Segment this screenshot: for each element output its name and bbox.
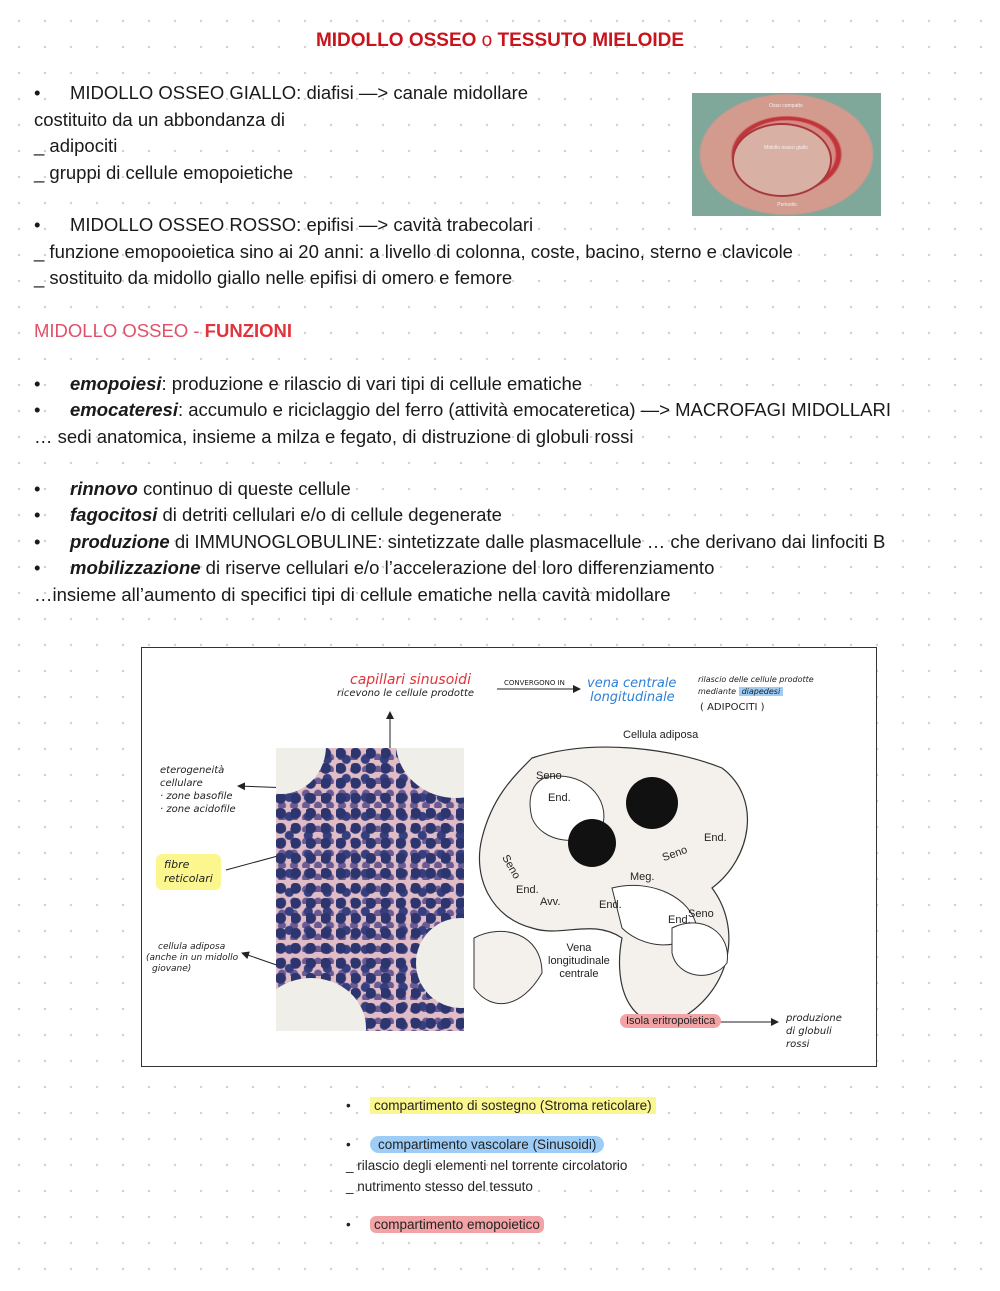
function-item xyxy=(34,478,351,500)
function-text: : accumulo e riciclaggio del ferro (attività emocateretica) —> MACROFAGI MIDOLLARI xyxy=(177,399,891,420)
bullet: • xyxy=(34,557,41,578)
schema-isola-eritropoietica: Isola eritropoietica xyxy=(620,1014,721,1028)
fibre-line: reticolari xyxy=(164,872,213,885)
functions2-note: …insieme all’aumento di specifici tipi di cellule ematiche nella cavità midollare xyxy=(34,584,671,605)
rosso-heading xyxy=(34,214,533,236)
schema-avv: Avv. xyxy=(540,896,561,908)
bullet: • xyxy=(34,399,41,420)
produzione-label xyxy=(786,1012,842,1051)
photo-label-top: Osso compatto xyxy=(769,103,803,109)
compartment-label: compartimento emopoietico xyxy=(370,1216,544,1233)
funzioni-heading xyxy=(34,320,292,342)
function-text: di detriti cellulari e/o di cellule degenerate xyxy=(157,504,502,525)
function-item xyxy=(34,557,714,579)
compartment-item xyxy=(346,1098,656,1113)
funzioni-prefix: MIDOLLO OSSEO - xyxy=(34,320,205,341)
funzioni-bold: FUNZIONI xyxy=(204,320,293,341)
bullet: • xyxy=(34,531,41,552)
fibre-reticolari-label xyxy=(156,854,221,890)
rilascio-label-2 xyxy=(698,687,783,696)
compartment-label: compartimento vascolare (Sinusoidi) xyxy=(370,1136,604,1153)
compartment-label: compartimento di sostegno (Stroma reticolare) xyxy=(370,1097,656,1114)
fat-cell xyxy=(276,748,326,794)
title-connector: o xyxy=(481,30,493,51)
giallo-heading xyxy=(34,82,528,104)
eterogeneita-line: · zone acidofile xyxy=(160,804,236,815)
function-item xyxy=(34,504,502,526)
bullet: • xyxy=(34,478,41,499)
giallo-line-1: costituito da un abbondanza di xyxy=(34,109,285,130)
schema-end: End. xyxy=(599,899,622,911)
bullet: • xyxy=(34,504,41,525)
functions-note: … sedi anatomica, insieme a milza e fegato, di distruzione di globuli rossi xyxy=(34,426,634,447)
cellula-adiposa-line: cellula adiposa xyxy=(158,942,226,952)
cellula-adiposa-label xyxy=(146,942,238,975)
produzione-line: rossi xyxy=(786,1039,810,1050)
bullet: • xyxy=(34,373,41,394)
schema-meg: Meg. xyxy=(630,871,655,883)
schema-vena xyxy=(548,942,610,981)
function-text: di riserve cellulari e/o l’accelerazione del loro differenziamento xyxy=(200,557,715,578)
schema-end: End. xyxy=(668,914,691,926)
bullet: • xyxy=(346,1098,351,1113)
marrow-micrograph xyxy=(276,748,464,1031)
marrow-ring xyxy=(732,123,832,197)
function-item xyxy=(34,373,582,395)
function-term: fagocitosi xyxy=(70,504,158,525)
rosso-heading-text: MIDOLLO OSSEO ROSSO: epifisi —> cavità trabecolari xyxy=(70,214,534,235)
compartment-subline: _ nutrimento stesso del tessuto xyxy=(346,1179,533,1194)
function-text: continuo di queste cellule xyxy=(137,478,351,499)
schema-vena-line: longitudinale xyxy=(548,955,610,967)
giallo-heading-text: MIDOLLO OSSEO GIALLO: diafisi —> canale midollare xyxy=(70,82,529,103)
giallo-line-3: _ gruppi di cellule emopoietiche xyxy=(34,162,294,183)
title-part2: TESSUTO MIELOIDE xyxy=(497,30,685,51)
vena-label-2: longitudinale xyxy=(590,690,675,705)
cellula-adiposa-line: giovane) xyxy=(152,964,192,974)
function-text: : produzione e rilascio di vari tipi di cellule ematiche xyxy=(161,373,583,394)
adipociti-label: ( ADIPOCITI ) xyxy=(700,702,765,713)
function-term: emopoiesi xyxy=(70,373,162,394)
compartment-item xyxy=(346,1217,544,1232)
schema-end: End. xyxy=(516,884,539,896)
schema-seno: Seno xyxy=(536,770,562,782)
function-text: di IMMUNOGLOBULINE: sintetizzate dalle plasmacellule … che derivano dai linfociti B xyxy=(169,531,886,552)
schema-end: End. xyxy=(548,792,571,804)
schema-vena-line: centrale xyxy=(559,968,599,980)
diapedesi-label: diapedesi xyxy=(739,687,784,696)
bullet: • xyxy=(34,82,41,103)
convergono-label: CONVERGONO IN xyxy=(504,679,565,687)
fat-cell xyxy=(276,978,366,1031)
schema-seno: Seno xyxy=(499,852,523,882)
function-term: rinnovo xyxy=(70,478,138,499)
bullet: • xyxy=(34,214,41,235)
photo-label-center: Midollo osseo giallo xyxy=(764,145,808,151)
vena-label-1: vena centrale xyxy=(587,676,677,691)
fat-cell xyxy=(416,918,464,1008)
eterogeneita-line: cellulare xyxy=(160,778,203,789)
function-item xyxy=(34,399,891,421)
bullet: • xyxy=(346,1217,351,1232)
produzione-line: produzione xyxy=(786,1013,842,1024)
capillari-label: capillari sinusoidi xyxy=(350,672,471,688)
function-term: produzione xyxy=(70,531,170,552)
eterogeneita-label xyxy=(160,764,236,816)
eterogeneita-line: eterogeneità xyxy=(160,765,225,776)
schema-cellula-adiposa: Cellula adiposa xyxy=(623,729,699,741)
fat-cell xyxy=(396,748,464,798)
function-item xyxy=(34,531,885,553)
schema-vena-line: Vena xyxy=(566,942,592,954)
compartment-subline: _ rilascio degli elementi nel torrente circolatorio xyxy=(346,1158,628,1173)
eterogeneita-line: · zone basofile xyxy=(160,791,233,802)
ricevono-label: ricevono le cellule prodotte xyxy=(337,688,475,699)
page-title xyxy=(0,30,1000,52)
compartment-item xyxy=(346,1137,604,1152)
produzione-line: di globuli xyxy=(786,1026,832,1037)
rilascio-label-1: rilascio delle cellule prodotte xyxy=(698,675,814,684)
schema-end: End. xyxy=(704,832,727,844)
photo-label-bottom: Periostio xyxy=(777,202,797,208)
schema-seno: Seno xyxy=(660,843,689,865)
histology-figure xyxy=(141,647,877,1067)
schema-seno: Seno xyxy=(688,908,714,920)
function-term: emocateresi xyxy=(70,399,178,420)
bone-section-photo xyxy=(692,93,881,216)
function-term: mobilizzazione xyxy=(70,557,201,578)
rosso-line-1: _ funzione emopooietica sino ai 20 anni: a livello di colonna, coste, bacino, sterno e clavicole xyxy=(34,241,793,262)
rosso-line-2: _ sostituito da midollo giallo nelle epifisi di omero e femore xyxy=(34,267,513,288)
rilascio-mediante: mediante xyxy=(698,687,737,696)
giallo-line-2: _ adipociti xyxy=(34,135,118,156)
fibre-line: fibre xyxy=(164,858,190,871)
title-part1: MIDOLLO OSSEO xyxy=(315,30,477,51)
cellula-adiposa-line: (anche in un midollo xyxy=(146,953,239,963)
bullet: • xyxy=(346,1137,351,1152)
